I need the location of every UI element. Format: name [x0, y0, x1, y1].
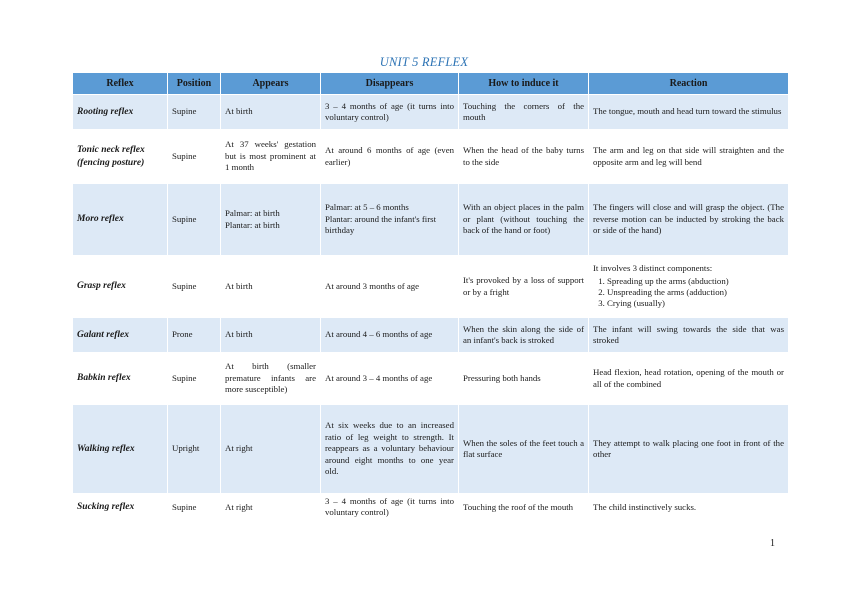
header-reflex: Reflex [73, 73, 168, 95]
reflex-name: Tonic neck reflex (fencing posture) [73, 130, 168, 184]
header-disappears: Disappears [321, 73, 459, 95]
appears-cell [221, 184, 321, 256]
reflex-name: Walking reflex [73, 405, 168, 494]
reflex-name: Babkin reflex [73, 353, 168, 405]
disappears-cell: At around 4 – 6 months of age [321, 318, 459, 353]
induce-cell: With an object places in the palm or plant (without touching the back of the hand or foot) [459, 184, 589, 256]
induce-cell: Pressuring both hands [459, 353, 589, 405]
reflex-name: Rooting reflex [73, 95, 168, 130]
page-number: 1 [770, 538, 775, 549]
reflex-name: Sucking reflex [73, 494, 168, 522]
disappears-cell: At around 3 months of age [321, 256, 459, 318]
table-row [73, 318, 789, 353]
reflex-name: Galant reflex [73, 318, 168, 353]
reaction-cell: The tongue, mouth and head turn toward the stimulus [589, 95, 789, 130]
reaction-cell: Head flexion, head rotation, opening of the mouth or all of the combined [589, 353, 789, 405]
reaction-intro: It involves 3 distinct components: [593, 263, 713, 274]
appears-cell: At 37 weeks' gestation but is most prominent at 1 month [221, 130, 321, 184]
disappears-cell: 3 – 4 months of age (it turns into voluntary control) [321, 95, 459, 130]
appears-cell: At birth [221, 318, 321, 353]
table-row [73, 405, 789, 494]
list-item: 1. Spreading up the arms (abduction) [607, 276, 784, 287]
reaction-cell: The fingers will close and will grasp the object. (The reverse motion can be inducted by stroking the back or side of the hand) [589, 184, 789, 256]
appears-cell: At birth [221, 95, 321, 130]
appears-cell: At birth (smaller premature infants are more susceptible) [221, 353, 321, 405]
disappears-cell: At around 6 months of age (even earlier) [321, 130, 459, 184]
reaction-cell [589, 256, 789, 318]
position-cell: Upright [168, 405, 221, 494]
induce-cell: Touching the roof of the mouth [459, 494, 589, 522]
reaction-cell: The child instinctively sucks. [589, 494, 789, 522]
disappears-line: Plantar: around the infant's first birthday [325, 213, 437, 236]
table-row [73, 353, 789, 405]
induce-cell: When the soles of the feet touch a flat surface [459, 405, 589, 494]
reaction-cell: The arm and leg on that side will straighten and the opposite arm and leg will bend [589, 130, 789, 184]
appears-line: Palmar: at birth [225, 208, 280, 219]
appears-cell: At right [221, 405, 321, 494]
appears-cell: At right [221, 494, 321, 522]
induce-cell: It's provoked by a loss of support or by a fright [459, 256, 589, 318]
table-row [73, 130, 789, 184]
position-cell: Supine [168, 353, 221, 405]
appears-cell: At birth [221, 256, 321, 318]
disappears-cell: At around 3 – 4 months of age [321, 353, 459, 405]
disappears-cell: 3 – 4 months of age (it turns into voluntary control) [321, 494, 459, 522]
position-cell: Supine [168, 494, 221, 522]
list-item: 2. Unspreading the arms (adduction) [607, 287, 784, 298]
table-header-row [73, 73, 789, 95]
appears-line: Plantar: at birth [225, 219, 280, 230]
table-row [73, 95, 789, 130]
induce-cell: When the skin along the side of an infant's back is stroked [459, 318, 589, 353]
header-reaction: Reaction [589, 73, 789, 95]
reaction-list [593, 276, 784, 310]
list-item: 3. Crying (usually) [607, 298, 784, 309]
table-row [73, 256, 789, 318]
disappears-cell: At six weeks due to an increased ratio of leg weight to strength. It reappears as a voluntary behaviour around eight months to one year old. [321, 405, 459, 494]
header-induce: How to induce it [459, 73, 589, 95]
position-cell: Prone [168, 318, 221, 353]
reaction-cell: The infant will swing towards the side that was stroked [589, 318, 789, 353]
disappears-cell [321, 184, 459, 256]
reflex-name: Moro reflex [73, 184, 168, 256]
disappears-line: Palmar: at 5 – 6 months [325, 202, 409, 213]
position-cell: Supine [168, 256, 221, 318]
reflex-table [72, 72, 789, 522]
reflex-name: Grasp reflex [73, 256, 168, 318]
induce-cell: Touching the corners of the mouth [459, 95, 589, 130]
position-cell: Supine [168, 95, 221, 130]
header-position: Position [168, 73, 221, 95]
reaction-cell: They attempt to walk placing one foot in front of the other [589, 405, 789, 494]
header-appears: Appears [221, 73, 321, 95]
induce-cell: When the head of the baby turns to the side [459, 130, 589, 184]
page-title: UNIT 5 REFLEX [379, 55, 469, 69]
table-row [73, 184, 789, 256]
table-row [73, 494, 789, 522]
position-cell: Supine [168, 184, 221, 256]
position-cell: Supine [168, 130, 221, 184]
